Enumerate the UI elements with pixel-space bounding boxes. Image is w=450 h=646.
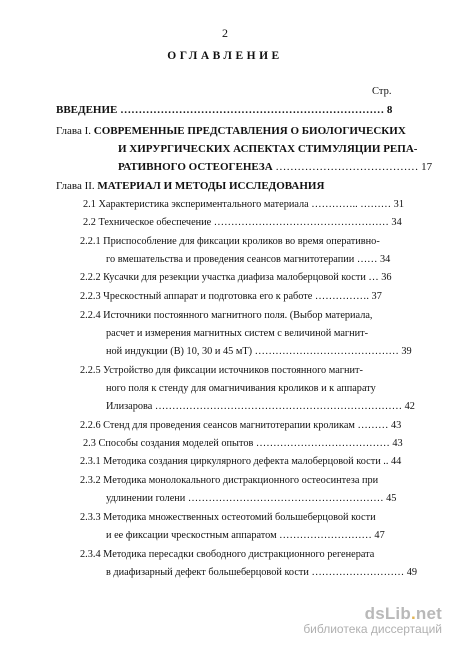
toc-line: 2.2.2 Кусачки для резекции участка диафиза малоберцовой кости … 36 <box>80 272 392 283</box>
toc-line: 2.3.1 Методика создания циркулярного дефекта малоберцовой кости .. 44 <box>80 456 402 467</box>
watermark <box>303 604 442 636</box>
toc-line: ной индукции (В) 10, 30 и 45 мТ) …………………………………… 39 <box>106 346 412 357</box>
toc-line: РАТИВНОГО ОСТЕОГЕНЕЗА ………………………………… 17 <box>118 161 433 173</box>
toc-line: удлинении голени ………………………………………………… 45 <box>106 493 397 504</box>
toc-line: 2.3.3 Методика множественных остеотомий большеберцовой кости <box>80 512 376 523</box>
toc-line: в диафизарный дефект большеберцовой кости ……………………… 49 <box>106 567 418 578</box>
toc-line: ВВЕДЕНИЕ ……………………………………………………………… 8 <box>56 104 393 116</box>
toc-line: 2.3.2 Методика монолокального дистракционного остеосинтеза при <box>80 475 379 486</box>
toc-line: 2.3 Способы создания моделей опытов ………………………………… 43 <box>83 438 403 449</box>
toc-line: 2.1 Характеристика экспериментального материала ………….. ……… 31 <box>83 199 404 210</box>
toc-line: го вмешательства и проведения сеансов магнитотерапии …… 34 <box>106 254 391 265</box>
toc-line: расчет и измерения магнитных систем с величиной магнит- <box>106 328 369 339</box>
toc-line: Илизарова ……………………………………………………………… 42 <box>106 401 415 412</box>
toc-line: 2.2.3 Чрескостный аппарат и подготовка его к работе ……………. 37 <box>80 291 382 302</box>
toc-heading: ОГЛАВЛЕНИЕ <box>167 50 283 62</box>
toc-line: И ХИРУРГИЧЕСКИХ АСПЕКТАХ СТИМУЛЯЦИИ РЕПА- <box>118 143 418 155</box>
toc-line: 2.2.4 Источники постоянного магнитного поля. (Выбор материала, <box>80 310 373 321</box>
watermark-subtitle: библиотека диссертаций <box>303 622 442 636</box>
watermark-logo: dsLib.net <box>364 604 442 623</box>
toc-line: 2.2 Техническое обеспечение …………………………………………… 34 <box>83 217 402 228</box>
toc-line: 2.3.4 Методика пересадки свободного дистракционного регенерата <box>80 549 375 560</box>
toc-line: Глава I. СОВРЕМЕННЫЕ ПРЕДСТАВЛЕНИЯ О БИОЛОГИЧЕСКИХ <box>56 125 406 137</box>
toc-line: Глава II. МАТЕРИАЛ И МЕТОДЫ ИССЛЕДОВАНИЯ <box>56 180 325 192</box>
page-number: 2 <box>222 26 228 40</box>
toc-line: ного поля к стенду для омагничивания кроликов и к аппарату <box>106 383 376 394</box>
toc-line: 2.2.1 Приспособление для фиксации кроликов во время оперативно- <box>80 236 380 247</box>
page-column-label: Стр. <box>372 86 392 97</box>
toc-line: 2.2.6 Стенд для проведения сеансов магнитотерапии кроликам ……… 43 <box>80 420 402 431</box>
toc-line: и ее фиксации чрескостным аппаратом ……………………… 47 <box>106 530 385 541</box>
toc-line: 2.2.5 Устройство для фиксации источников постоянного магнит- <box>80 365 363 376</box>
